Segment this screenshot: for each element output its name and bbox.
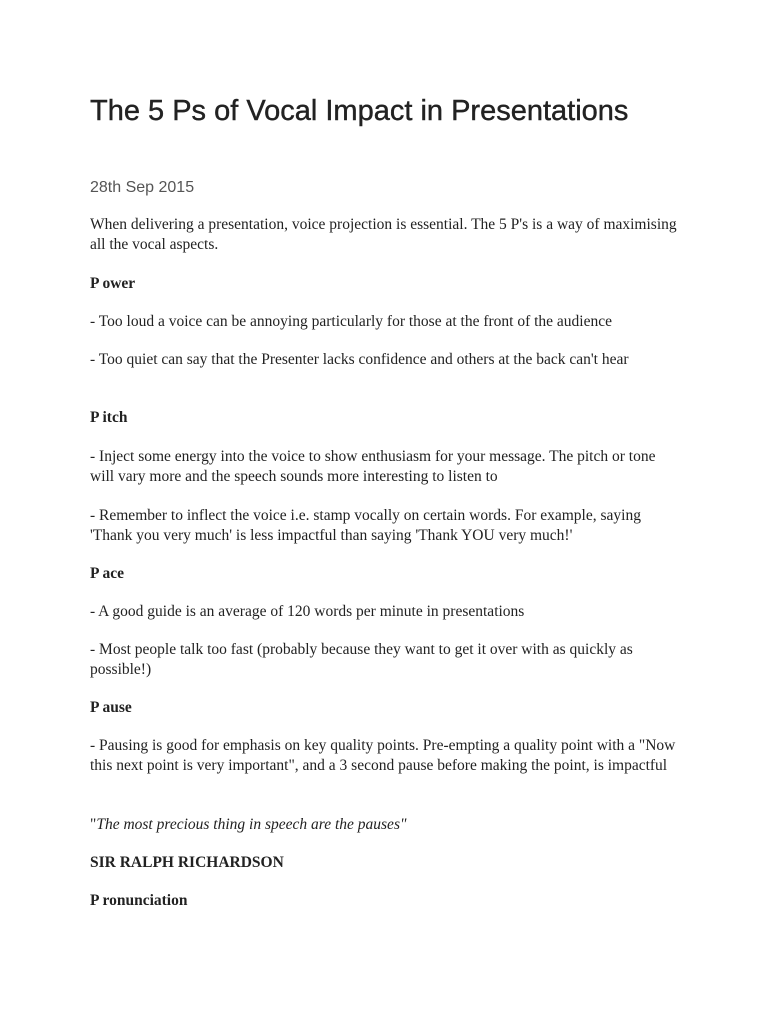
article-date: 28th Sep 2015 — [90, 179, 195, 196]
power-point: - Too loud a voice can be annoying particularly for those at the front of the audience — [90, 313, 612, 330]
pitch-point: - Remember to inflect the voice i.e. stamp vocally on certain words. For example, saying 'Thank you very much' is less impactful than saying 'Thank YOU very much!' — [90, 507, 641, 544]
intro-paragraph: When delivering a presentation, voice projection is essential. The 5 P's is a way of maximising all the vocal aspects. — [90, 216, 677, 253]
section-heading-power: P ower — [90, 275, 136, 292]
quote-author: SIR RALPH RICHARDSON — [90, 854, 284, 871]
pace-point: - Most people talk too fast (probably because they want to get it over with as quickly as possible!) — [90, 641, 633, 678]
section-heading-pace: P ace — [90, 565, 124, 582]
quote — [90, 815, 680, 835]
pitch-point: - Inject some energy into the voice to show enthusiasm for your message. The pitch or tone will vary more and the speech sounds more interesting to listen to — [90, 448, 656, 485]
section-heading-pitch: P itch — [90, 409, 128, 426]
section-heading-pause: P ause — [90, 699, 132, 716]
quote-text: The most precious thing in speech are the pauses" — [96, 816, 407, 833]
quote-open-mark: " — [90, 816, 97, 833]
page-title: The 5 Ps of Vocal Impact in Presentations — [90, 95, 629, 127]
power-point: - Too quiet can say that the Presenter lacks confidence and others at the back can't hear — [90, 351, 629, 368]
pause-point: - Pausing is good for emphasis on key quality points. Pre-empting a quality point with a "Now this next point is very important", and a 3 second pause before making the point, is impactful — [90, 737, 676, 774]
pace-point: - A good guide is an average of 120 words per minute in presentations — [90, 603, 525, 620]
section-heading-pronunciation: P ronunciation — [90, 892, 188, 909]
